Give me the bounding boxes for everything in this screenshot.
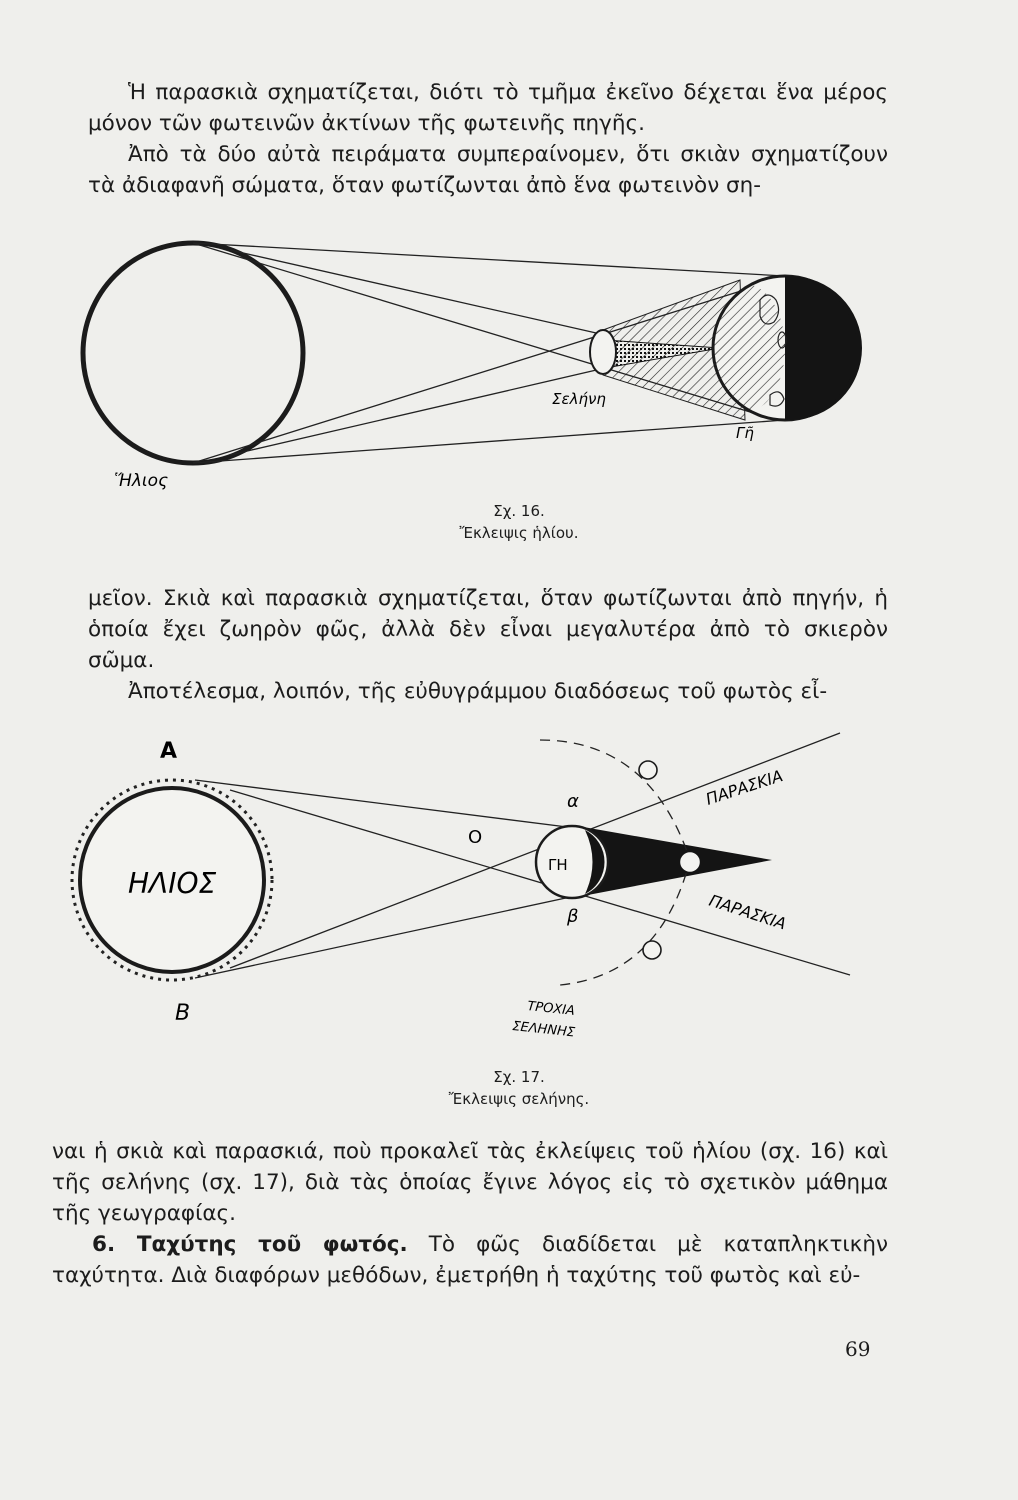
label-earth: Γῆ [736,424,754,442]
label-moon: Σελήνη [552,390,606,408]
caption-number: Σχ. 16. [493,502,545,520]
page-number: 69 [845,1337,871,1361]
label-orbit-line1: ΤΡΟΧΙΑ [526,999,576,1019]
figure-17-lunar-eclipse [0,725,1018,1055]
text-block-bottom [52,1136,888,1291]
label-penumbra-top: ΠΑΡΑΣΚΙΑ [703,766,786,809]
label-sun: Ἥλιος [114,471,169,491]
label-beta: β [567,906,579,927]
label-earth: ΓΗ [548,856,568,874]
section-text: Τὸ φῶς διαδίδεται μὲ καταπληκτικὴν ταχύτητα. Διὰ διαφόρων μεθόδων, ἐμετρήθη ἡ ταχύτης τοῦ φωτὸς καὶ εὐ- [52,1232,888,1288]
label-point-b-bottom: Β [175,1001,191,1026]
figure-16-solar-eclipse [0,230,1018,500]
paragraph [52,1229,888,1291]
text-block-middle [88,583,888,707]
paragraph: ναι ἡ σκιὰ καὶ παρασκιά, ποὺ προκαλεῖ τὰς ἐκλείψεις τοῦ ἡλίου (σχ. 16) καὶ τῆς σελήνης (σχ. 17), διὰ τὰς ὁποίας ἔγινε λόγος εἰς τὸ σχετικὸν μάθημα τῆς γεωγραφίας. [52,1139,888,1226]
light-rays [195,733,850,978]
paragraph: Ἀποτέλεσμα, λοιπόν, τῆς εὐθυγράμμου διαδόσεως τοῦ φωτὸς εἶ- [128,679,828,704]
caption-title: Ἔκλειψις ἡλίου. [459,524,579,542]
paragraph: Ἀπὸ τὰ δύο αὐτὰ πειράματα συμπεραίνομεν, ὅτι σκιὰν σχηματίζουν τὰ ἀδιαφανῆ σώματα, ὅταν φωτίζωνται ἀπὸ ἕνα φωτεινὸν ση- [88,142,888,198]
label-orbit-line2: ΣΕΛΗΝΗΣ [511,1019,576,1041]
label-sun: ΗΛΙΟΣ [128,867,217,900]
paragraph: μεῖον. Σκιὰ καὶ παρασκιὰ σχηματίζεται, ὅταν φωτίζωνται ἀπὸ πηγήν, ἡ ὁποία ἔχει ζωηρὸν φῶς, ἀλλὰ δὲν εἶναι μεγαλυτέρα ἀπὸ τὸ σκιερὸν σῶμα. [88,586,888,673]
figure-16-caption [0,500,1018,544]
moon-position [639,761,657,779]
caption-title: Ἔκλειψις σελήνης. [448,1090,590,1108]
paragraph: Ἡ παρασκιὰ σχηματίζεται, διότι τὸ τμῆμα ἐκεῖνο δέχεται ἕνα μέρος μόνον τῶν φωτεινῶν ἀκτίνων τῆς φωτεινῆς πηγῆς. [88,80,888,136]
figure-17-caption [0,1066,1018,1110]
sun-disk [83,243,303,463]
label-o: Ο [468,827,483,848]
section-heading: 6. Ταχύτης τοῦ φωτός. [92,1232,408,1257]
label-penumbra-bottom: ΠΑΡΑΣΚΙΑ [706,890,789,934]
moon-position [681,853,699,871]
moon-position [643,941,661,959]
label-point-a-top: Α [160,739,178,764]
label-alpha: α [567,791,579,812]
moon-disk [590,330,616,374]
caption-number: Σχ. 17. [493,1068,545,1086]
text-block-top [88,77,888,201]
